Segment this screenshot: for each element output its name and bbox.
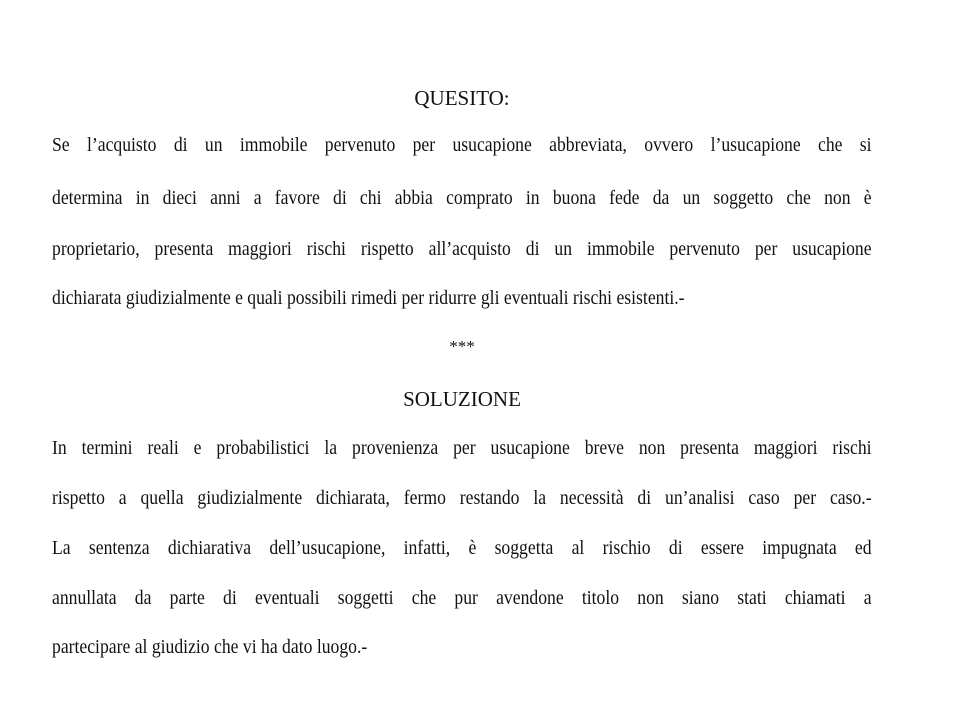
soluzione-line-4: annullata da parte di eventuali soggetti che pur avendone titolo non siano stati chiamati a <box>52 587 872 609</box>
quesito-line-1: Se l’acquisto di un immobile pervenuto per usucapione abbreviata, ovvero l’usucapione che si <box>52 134 872 156</box>
quesito-line-3: proprietario, presenta maggiori rischi rispetto all’acquisto di un immobile pervenuto per usucapione <box>52 238 872 260</box>
quesito-line-2: determina in dieci anni a favore di chi abbia comprato in buona fede da un soggetto che non è <box>52 187 872 209</box>
section-separator: *** <box>449 337 475 356</box>
soluzione-heading: SOLUZIONE <box>403 387 521 411</box>
soluzione-line-5: partecipare al giudizio che vi ha dato luogo.- <box>52 636 368 658</box>
quesito-heading: QUESITO: <box>414 86 510 110</box>
soluzione-line-3: La sentenza dichiarativa dell’usucapione, infatti, è soggetta al rischio di essere impugnata ed <box>52 537 872 559</box>
soluzione-line-2: rispetto a quella giudizialmente dichiarata, fermo restando la necessità di un’analisi caso per caso.- <box>52 487 872 509</box>
quesito-line-4: dichiarata giudizialmente e quali possibili rimedi per ridurre gli eventuali rischi esistenti.- <box>52 287 685 309</box>
soluzione-line-1: In termini reali e probabilistici la provenienza per usucapione breve non presenta maggiori rischi <box>52 437 872 459</box>
